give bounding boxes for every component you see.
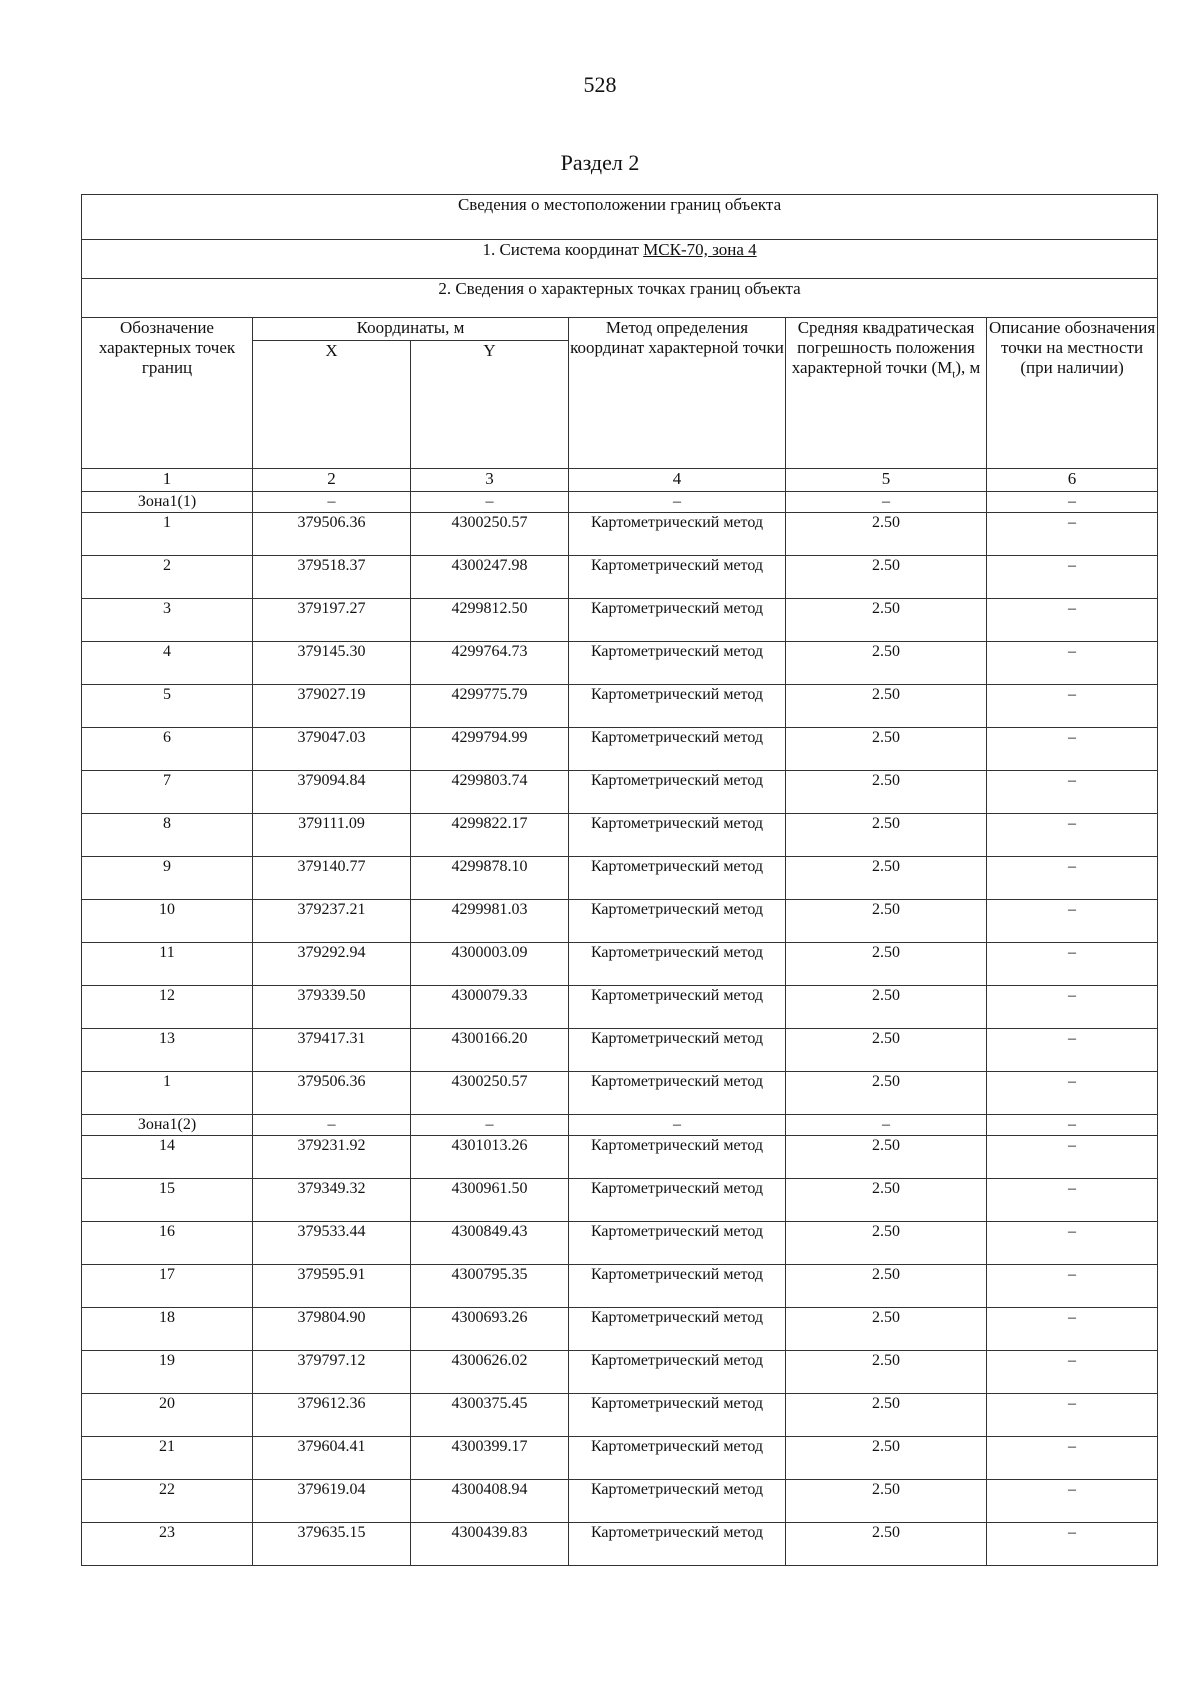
coord-x: – xyxy=(253,492,411,513)
table-row xyxy=(82,814,1158,857)
point-description: – xyxy=(987,943,1158,986)
point-id: 2 xyxy=(82,556,253,599)
point-id: 1 xyxy=(82,513,253,556)
coord-system-line xyxy=(82,240,1158,279)
table-row xyxy=(82,1351,1158,1394)
method: Картометрический метод xyxy=(569,814,786,857)
table-row xyxy=(82,728,1158,771)
point-description: – xyxy=(987,556,1158,599)
mean-error: 2.50 xyxy=(786,1437,987,1480)
column-number: 4 xyxy=(569,469,786,492)
method: Картометрический метод xyxy=(569,1179,786,1222)
zone-row xyxy=(82,492,1158,513)
mean-error: 2.50 xyxy=(786,1480,987,1523)
mean-error: 2.50 xyxy=(786,1029,987,1072)
coord-x: 379797.12 xyxy=(253,1351,411,1394)
point-description: – xyxy=(987,1115,1158,1136)
coord-x: 379237.21 xyxy=(253,900,411,943)
header-method: Метод определения координат характерной точки xyxy=(569,318,786,469)
coord-x: 379292.94 xyxy=(253,943,411,986)
table-row xyxy=(82,1523,1158,1566)
coord-x: 379417.31 xyxy=(253,1029,411,1072)
table-row xyxy=(82,986,1158,1029)
point-description: – xyxy=(987,857,1158,900)
table-row xyxy=(82,642,1158,685)
coord-y: 4300003.09 xyxy=(411,943,569,986)
mean-error: 2.50 xyxy=(786,642,987,685)
mean-error: 2.50 xyxy=(786,685,987,728)
method: Картометрический метод xyxy=(569,900,786,943)
coord-x: 379094.84 xyxy=(253,771,411,814)
method: – xyxy=(569,1115,786,1136)
coord-x: 379604.41 xyxy=(253,1437,411,1480)
point-id: 15 xyxy=(82,1179,253,1222)
point-id: 12 xyxy=(82,986,253,1029)
mean-error: 2.50 xyxy=(786,900,987,943)
header-description: Описание обозначения точки на местности (при наличии) xyxy=(987,318,1158,469)
header-y: Y xyxy=(411,341,569,469)
mean-error: 2.50 xyxy=(786,771,987,814)
method: Картометрический метод xyxy=(569,599,786,642)
point-id: 20 xyxy=(82,1394,253,1437)
point-description: – xyxy=(987,642,1158,685)
coord-y: 4300626.02 xyxy=(411,1351,569,1394)
coord-x: – xyxy=(253,1115,411,1136)
coord-x: 379047.03 xyxy=(253,728,411,771)
mean-error: 2.50 xyxy=(786,1308,987,1351)
method: Картометрический метод xyxy=(569,1072,786,1115)
column-number: 6 xyxy=(987,469,1158,492)
method: Картометрический метод xyxy=(569,1437,786,1480)
method: Картометрический метод xyxy=(569,1222,786,1265)
point-id: 23 xyxy=(82,1523,253,1566)
point-id: 13 xyxy=(82,1029,253,1072)
point-id: 9 xyxy=(82,857,253,900)
table-row xyxy=(82,900,1158,943)
point-description: – xyxy=(987,1222,1158,1265)
coord-system-value: МСК-70, зона 4 xyxy=(643,240,757,259)
point-description: – xyxy=(987,1029,1158,1072)
mean-error: 2.50 xyxy=(786,1394,987,1437)
coord-y: 4300795.35 xyxy=(411,1265,569,1308)
point-description: – xyxy=(987,599,1158,642)
point-id: 3 xyxy=(82,599,253,642)
mean-error: 2.50 xyxy=(786,1222,987,1265)
point-id: 6 xyxy=(82,728,253,771)
coord-y: 4300375.45 xyxy=(411,1394,569,1437)
mean-error: 2.50 xyxy=(786,857,987,900)
point-description: – xyxy=(987,1480,1158,1523)
mean-error: 2.50 xyxy=(786,986,987,1029)
method: Картометрический метод xyxy=(569,1351,786,1394)
point-description: – xyxy=(987,685,1158,728)
mean-error: 2.50 xyxy=(786,814,987,857)
coord-y: 4300250.57 xyxy=(411,513,569,556)
table-row xyxy=(82,1394,1158,1437)
coord-y: 4300399.17 xyxy=(411,1437,569,1480)
method: Картометрический метод xyxy=(569,1308,786,1351)
method: Картометрический метод xyxy=(569,685,786,728)
mean-error: 2.50 xyxy=(786,556,987,599)
table-row xyxy=(82,1072,1158,1115)
boundary-points-table xyxy=(81,194,1158,1566)
coord-y: 4300849.43 xyxy=(411,1222,569,1265)
coord-x: 379619.04 xyxy=(253,1480,411,1523)
header-x: X xyxy=(253,341,411,469)
header-error xyxy=(786,318,987,469)
point-id: 7 xyxy=(82,771,253,814)
method: Картометрический метод xyxy=(569,771,786,814)
mean-error: 2.50 xyxy=(786,1523,987,1566)
point-description: – xyxy=(987,1523,1158,1566)
point-id: 10 xyxy=(82,900,253,943)
table-row xyxy=(82,556,1158,599)
mean-error: 2.50 xyxy=(786,1351,987,1394)
column-number: 1 xyxy=(82,469,253,492)
method: Картометрический метод xyxy=(569,1523,786,1566)
point-description: – xyxy=(987,1179,1158,1222)
header-coordinates: Координаты, м xyxy=(253,318,569,341)
point-description: – xyxy=(987,1136,1158,1179)
coord-x: 379197.27 xyxy=(253,599,411,642)
mean-error: 2.50 xyxy=(786,728,987,771)
zone-label: Зона1(1) xyxy=(82,492,253,513)
coord-x: 379506.36 xyxy=(253,1072,411,1115)
coord-y: 4299822.17 xyxy=(411,814,569,857)
point-id: 1 xyxy=(82,1072,253,1115)
mean-error: 2.50 xyxy=(786,1136,987,1179)
coord-y: 4300250.57 xyxy=(411,1072,569,1115)
header-point-designation: Обозначение характерных точек границ xyxy=(82,318,253,469)
table-row xyxy=(82,1437,1158,1480)
column-number: 3 xyxy=(411,469,569,492)
coord-x: 379140.77 xyxy=(253,857,411,900)
coord-x: 379349.32 xyxy=(253,1179,411,1222)
coord-x: 379518.37 xyxy=(253,556,411,599)
point-description: – xyxy=(987,814,1158,857)
point-description: – xyxy=(987,1394,1158,1437)
coord-y: 4299794.99 xyxy=(411,728,569,771)
table-title: Сведения о местоположении границ объекта xyxy=(82,195,1158,240)
point-id: 5 xyxy=(82,685,253,728)
coord-y: 4300961.50 xyxy=(411,1179,569,1222)
method: Картометрический метод xyxy=(569,1394,786,1437)
coord-x: 379111.09 xyxy=(253,814,411,857)
point-id: 18 xyxy=(82,1308,253,1351)
section-title: Раздел 2 xyxy=(560,150,640,175)
points-heading: 2. Сведения о характерных точках границ объекта xyxy=(82,279,1158,318)
method: Картометрический метод xyxy=(569,642,786,685)
table-row xyxy=(82,685,1158,728)
coord-y: 4300166.20 xyxy=(411,1029,569,1072)
method: Картометрический метод xyxy=(569,556,786,599)
method: Картометрический метод xyxy=(569,857,786,900)
method: – xyxy=(569,492,786,513)
column-number: 2 xyxy=(253,469,411,492)
mean-error: 2.50 xyxy=(786,1072,987,1115)
mean-error: 2.50 xyxy=(786,1179,987,1222)
coord-y: – xyxy=(411,1115,569,1136)
coord-y: 4299981.03 xyxy=(411,900,569,943)
coord-x: 379533.44 xyxy=(253,1222,411,1265)
coord-x: 379612.36 xyxy=(253,1394,411,1437)
coord-y: 4299812.50 xyxy=(411,599,569,642)
point-description: – xyxy=(987,492,1158,513)
coord-x: 379231.92 xyxy=(253,1136,411,1179)
method: Картометрический метод xyxy=(569,1265,786,1308)
method: Картометрический метод xyxy=(569,943,786,986)
coord-x: 379595.91 xyxy=(253,1265,411,1308)
table-row xyxy=(82,1308,1158,1351)
header-error-text: Средняя квадратическая погрешность положения характерной точки (M xyxy=(791,318,975,377)
coord-y: 4300079.33 xyxy=(411,986,569,1029)
coord-y: 4299764.73 xyxy=(411,642,569,685)
coord-y: 4301013.26 xyxy=(411,1136,569,1179)
coord-y: 4299803.74 xyxy=(411,771,569,814)
point-description: – xyxy=(987,900,1158,943)
point-id: 4 xyxy=(82,642,253,685)
point-description: – xyxy=(987,1351,1158,1394)
header-error-tail: ), м xyxy=(955,358,981,377)
mean-error: – xyxy=(786,1115,987,1136)
point-description: – xyxy=(987,771,1158,814)
point-id: 22 xyxy=(82,1480,253,1523)
coord-x: 379635.15 xyxy=(253,1523,411,1566)
mean-error: 2.50 xyxy=(786,513,987,556)
mean-error: 2.50 xyxy=(786,1265,987,1308)
coord-x: 379339.50 xyxy=(253,986,411,1029)
point-description: – xyxy=(987,728,1158,771)
point-description: – xyxy=(987,513,1158,556)
table-row xyxy=(82,1136,1158,1179)
zone-row xyxy=(82,1115,1158,1136)
header-error-sub: t xyxy=(952,368,956,381)
zone-label: Зона1(2) xyxy=(82,1115,253,1136)
point-description: – xyxy=(987,1072,1158,1115)
point-id: 14 xyxy=(82,1136,253,1179)
mean-error: 2.50 xyxy=(786,943,987,986)
method: Картометрический метод xyxy=(569,1480,786,1523)
method: Картометрический метод xyxy=(569,513,786,556)
coord-x: 379506.36 xyxy=(253,513,411,556)
coord-x: 379804.90 xyxy=(253,1308,411,1351)
table-row xyxy=(82,599,1158,642)
method: Картометрический метод xyxy=(569,1029,786,1072)
mean-error: – xyxy=(786,492,987,513)
point-id: 21 xyxy=(82,1437,253,1480)
point-id: 19 xyxy=(82,1351,253,1394)
point-description: – xyxy=(987,1308,1158,1351)
coord-y: 4300408.94 xyxy=(411,1480,569,1523)
table-row xyxy=(82,771,1158,814)
point-id: 17 xyxy=(82,1265,253,1308)
table-row xyxy=(82,1029,1158,1072)
mean-error: 2.50 xyxy=(786,599,987,642)
coord-x: 379027.19 xyxy=(253,685,411,728)
coord-y: – xyxy=(411,492,569,513)
coord-y: 4300693.26 xyxy=(411,1308,569,1351)
coord-y: 4300439.83 xyxy=(411,1523,569,1566)
method: Картометрический метод xyxy=(569,986,786,1029)
coord-system-prefix: 1. Система координат xyxy=(482,240,644,259)
coord-x: 379145.30 xyxy=(253,642,411,685)
point-id: 8 xyxy=(82,814,253,857)
table-row xyxy=(82,1179,1158,1222)
table-row xyxy=(82,857,1158,900)
table-row xyxy=(82,943,1158,986)
table-row xyxy=(82,1265,1158,1308)
table-row xyxy=(82,1480,1158,1523)
column-number: 5 xyxy=(786,469,987,492)
point-id: 16 xyxy=(82,1222,253,1265)
coord-y: 4300247.98 xyxy=(411,556,569,599)
point-id: 11 xyxy=(82,943,253,986)
point-description: – xyxy=(987,1437,1158,1480)
table-row xyxy=(82,1222,1158,1265)
page-number: 528 xyxy=(583,72,617,97)
coord-y: 4299775.79 xyxy=(411,685,569,728)
coord-y: 4299878.10 xyxy=(411,857,569,900)
point-description: – xyxy=(987,1265,1158,1308)
method: Картометрический метод xyxy=(569,1136,786,1179)
method: Картометрический метод xyxy=(569,728,786,771)
point-description: – xyxy=(987,986,1158,1029)
table-row xyxy=(82,513,1158,556)
